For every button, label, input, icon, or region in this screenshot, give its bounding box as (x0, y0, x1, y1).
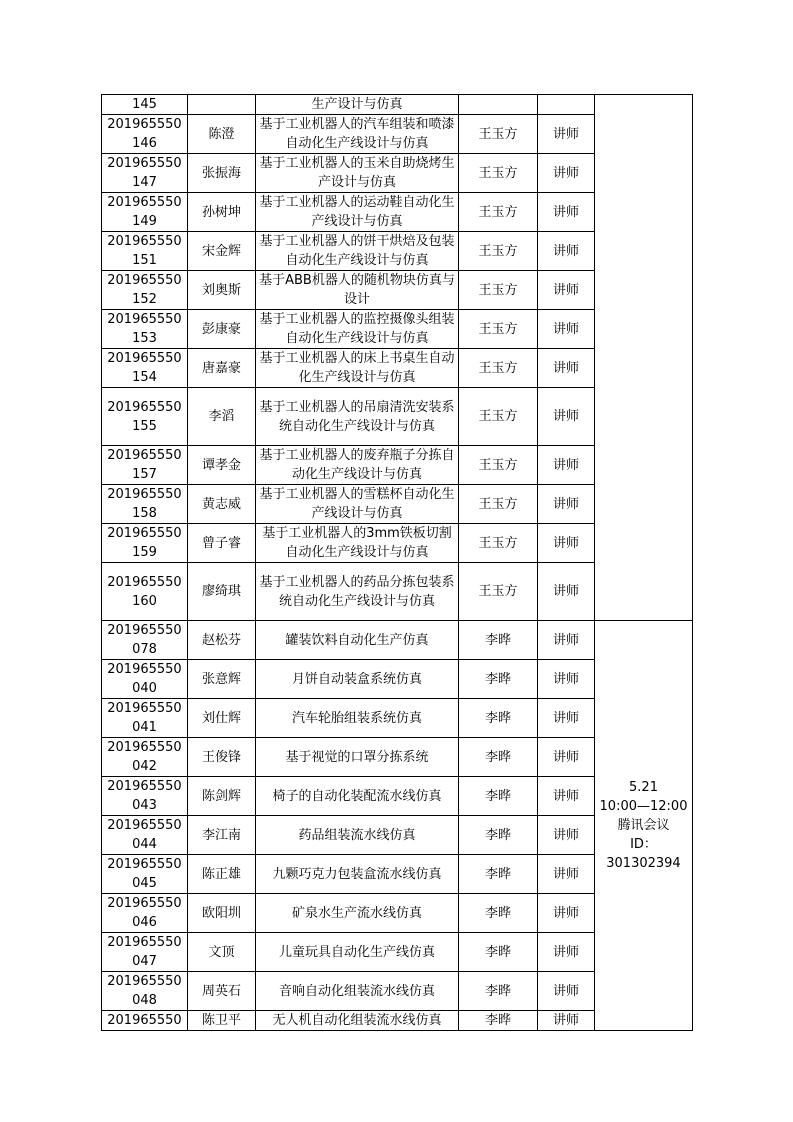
advisor-title-cell: 讲师 (538, 115, 595, 154)
advisor-title-cell: 讲师 (538, 660, 595, 699)
student-id-cell: 201965550078 (102, 621, 188, 660)
thesis-topic-cell: 基于工业机器人的饼干烘焙及包装自动化生产线设计与仿真 (256, 232, 459, 271)
advisor-cell: 王玉方 (459, 154, 538, 193)
advisor-title-cell: 讲师 (538, 621, 595, 660)
advisor-cell: 李晔 (459, 1011, 538, 1031)
student-id-cell: 201965550 (102, 1011, 188, 1031)
thesis-topic-cell: 椅子的自动化装配流水线仿真 (256, 777, 459, 816)
advisor-cell: 李晔 (459, 777, 538, 816)
student-id-cell: 201965550046 (102, 894, 188, 933)
student-name-cell: 赵松芬 (188, 621, 256, 660)
advisor-title-cell: 讲师 (538, 524, 595, 563)
advisor-cell: 李晔 (459, 933, 538, 972)
student-name-cell: 孙树坤 (188, 193, 256, 232)
student-name-cell: 彭康豪 (188, 310, 256, 349)
student-name-cell: 谭孝金 (188, 446, 256, 485)
advisor-cell: 王玉方 (459, 310, 538, 349)
student-id-cell: 201965550048 (102, 972, 188, 1011)
advisor-cell: 王玉方 (459, 271, 538, 310)
thesis-topic-cell: 基于ABB机器人的随机物块仿真与设计 (256, 271, 459, 310)
thesis-topic-cell: 矿泉水生产流水线仿真 (256, 894, 459, 933)
student-name-cell: 陈正雄 (188, 855, 256, 894)
advisor-title-cell: 讲师 (538, 816, 595, 855)
advisor-cell: 王玉方 (459, 232, 538, 271)
student-name-cell: 李滔 (188, 388, 256, 446)
thesis-topic-cell: 基于工业机器人的吊扇清洗安装系统自动化生产线设计与仿真 (256, 388, 459, 446)
student-id-cell: 201965550160 (102, 563, 188, 621)
advisor-title-cell: 讲师 (538, 1011, 595, 1031)
advisor-title-cell: 讲师 (538, 855, 595, 894)
advisor-cell: 王玉方 (459, 388, 538, 446)
student-id-cell: 201965550159 (102, 524, 188, 563)
student-id-cell: 201965550043 (102, 777, 188, 816)
thesis-topic-cell: 儿童玩具自动化生产线仿真 (256, 933, 459, 972)
schedule-cell-group2 (595, 621, 693, 1031)
student-name-cell: 刘仕辉 (188, 699, 256, 738)
advisor-cell: 李晔 (459, 738, 538, 777)
advisor-title-cell: 讲师 (538, 699, 595, 738)
advisor-title-cell: 讲师 (538, 193, 595, 232)
student-id-cell: 201965550151 (102, 232, 188, 271)
advisor-cell: 李晔 (459, 894, 538, 933)
thesis-topic-cell: 九颗巧克力包装盒流水线仿真 (256, 855, 459, 894)
student-name-cell: 王俊锋 (188, 738, 256, 777)
student-id-cell: 201965550044 (102, 816, 188, 855)
advisor-cell: 王玉方 (459, 524, 538, 563)
student-name-cell: 陈卫平 (188, 1011, 256, 1031)
thesis-topic-cell: 基于工业机器人的运动鞋自动化生产线设计与仿真 (256, 193, 459, 232)
advisor-title-cell (538, 95, 595, 115)
student-name-cell (188, 95, 256, 115)
meeting-id-label: ID： (630, 837, 657, 852)
advisor-title-cell: 讲师 (538, 894, 595, 933)
advisor-title-cell: 讲师 (538, 232, 595, 271)
advisor-cell: 王玉方 (459, 349, 538, 388)
student-id-cell: 201965550149 (102, 193, 188, 232)
advisor-cell: 王玉方 (459, 115, 538, 154)
defense-time: 10:00—12:00 (599, 799, 688, 814)
student-name-cell: 唐嘉豪 (188, 349, 256, 388)
student-id-cell: 201965550041 (102, 699, 188, 738)
thesis-topic-cell: 基于工业机器人的床上书桌生自动化生产线设计与仿真 (256, 349, 459, 388)
student-name-cell: 张振海 (188, 154, 256, 193)
table-row (102, 621, 693, 660)
student-name-cell: 宋金辉 (188, 232, 256, 271)
student-name-cell: 刘奥斯 (188, 271, 256, 310)
advisor-title-cell: 讲师 (538, 485, 595, 524)
meeting-platform: 腾讯会议 (617, 818, 670, 833)
thesis-topic-cell: 生产设计与仿真 (256, 95, 459, 115)
advisor-cell: 王玉方 (459, 563, 538, 621)
table-row (102, 95, 693, 115)
advisor-cell: 李晔 (459, 660, 538, 699)
defense-date: 5.21 (629, 780, 658, 795)
thesis-topic-cell: 基于工业机器人的监控摄像头组装自动化生产线设计与仿真 (256, 310, 459, 349)
student-name-cell: 陈剑辉 (188, 777, 256, 816)
meeting-id: 301302394 (606, 856, 681, 871)
advisor-cell: 李晔 (459, 855, 538, 894)
student-name-cell: 曾子睿 (188, 524, 256, 563)
advisor-cell: 李晔 (459, 699, 538, 738)
advisor-title-cell: 讲师 (538, 933, 595, 972)
schedule-cell-group1 (595, 95, 693, 621)
thesis-topic-cell: 音响自动化组装流水线仿真 (256, 972, 459, 1011)
student-id-cell: 201965550152 (102, 271, 188, 310)
advisor-cell: 王玉方 (459, 446, 538, 485)
student-id-cell: 201965550146 (102, 115, 188, 154)
student-id-cell: 201965550047 (102, 933, 188, 972)
student-name-cell: 黄志威 (188, 485, 256, 524)
student-id-cell: 201965550147 (102, 154, 188, 193)
student-id-cell: 201965550155 (102, 388, 188, 446)
thesis-topic-cell: 基于工业机器人的雪糕杯自动化生产线设计与仿真 (256, 485, 459, 524)
thesis-topic-cell: 无人机自动化组装流水线仿真 (256, 1011, 459, 1031)
student-id-cell: 145 (102, 95, 188, 115)
advisor-cell: 李晔 (459, 816, 538, 855)
thesis-topic-cell: 基于工业机器人的3mm铁板切割自动化生产线设计与仿真 (256, 524, 459, 563)
defense-schedule-table (101, 94, 693, 1031)
thesis-topic-cell: 基于工业机器人的废弃瓶子分拣自动化生产线设计与仿真 (256, 446, 459, 485)
thesis-topic-cell: 汽车轮胎组装系统仿真 (256, 699, 459, 738)
advisor-title-cell: 讲师 (538, 777, 595, 816)
thesis-topic-cell: 基于工业机器人的汽车组装和喷漆自动化生产线设计与仿真 (256, 115, 459, 154)
student-name-cell: 文顶 (188, 933, 256, 972)
student-name-cell: 周英石 (188, 972, 256, 1011)
advisor-cell (459, 95, 538, 115)
advisor-cell: 王玉方 (459, 485, 538, 524)
student-id-cell: 201965550153 (102, 310, 188, 349)
advisor-title-cell: 讲师 (538, 738, 595, 777)
student-id-cell: 201965550042 (102, 738, 188, 777)
advisor-cell: 李晔 (459, 972, 538, 1011)
advisor-title-cell: 讲师 (538, 563, 595, 621)
student-name-cell: 陈澄 (188, 115, 256, 154)
advisor-title-cell: 讲师 (538, 310, 595, 349)
advisor-cell: 李晔 (459, 621, 538, 660)
student-id-cell: 201965550158 (102, 485, 188, 524)
student-name-cell: 廖绮琪 (188, 563, 256, 621)
student-id-cell: 201965550154 (102, 349, 188, 388)
advisor-cell: 王玉方 (459, 193, 538, 232)
advisor-title-cell: 讲师 (538, 446, 595, 485)
advisor-title-cell: 讲师 (538, 271, 595, 310)
student-name-cell: 张意辉 (188, 660, 256, 699)
advisor-title-cell: 讲师 (538, 154, 595, 193)
thesis-topic-cell: 药品组装流水线仿真 (256, 816, 459, 855)
thesis-topic-cell: 罐装饮料自动化生产仿真 (256, 621, 459, 660)
thesis-topic-cell: 基于视觉的口罩分拣系统 (256, 738, 459, 777)
advisor-title-cell: 讲师 (538, 349, 595, 388)
thesis-topic-cell: 基于工业机器人的玉米自助烧烤生产设计与仿真 (256, 154, 459, 193)
advisor-title-cell: 讲师 (538, 972, 595, 1011)
student-name-cell: 李江南 (188, 816, 256, 855)
student-id-cell: 201965550040 (102, 660, 188, 699)
student-name-cell: 欧阳圳 (188, 894, 256, 933)
student-id-cell: 201965550045 (102, 855, 188, 894)
thesis-topic-cell: 基于工业机器人的药品分拣包装系统自动化生产线设计与仿真 (256, 563, 459, 621)
thesis-topic-cell: 月饼自动装盒系统仿真 (256, 660, 459, 699)
advisor-title-cell: 讲师 (538, 388, 595, 446)
student-id-cell: 201965550157 (102, 446, 188, 485)
